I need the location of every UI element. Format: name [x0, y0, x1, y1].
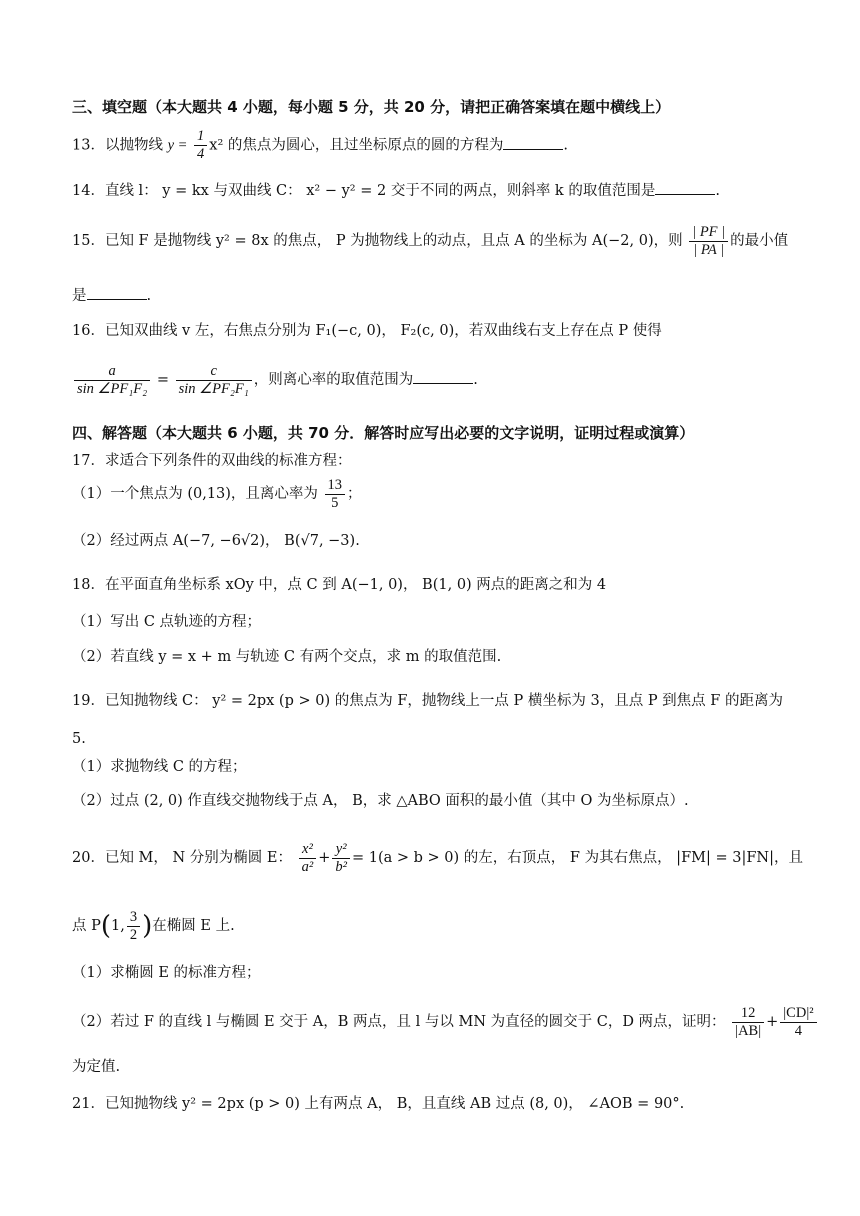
q16-answer-blank: [413, 369, 473, 384]
q16-end: .: [473, 372, 478, 388]
q13-frac-num: 1: [194, 128, 207, 146]
q14-number: 14．: [72, 183, 105, 199]
q13-eq: y =: [167, 137, 188, 154]
question-18: 18．在平面直角坐标系 xOy 中，点 C 到 A(−1, 0)， B(1, 0) 两点的距离之和为 4: [72, 577, 607, 593]
q16-f1-den: sin ∠PF₁F₂: [77, 380, 148, 397]
q15-text: 已知 F 是抛物线 y² = 8x 的焦点， P 为抛物线上的动点，且点 A 的坐标为 A(−2, 0)，则: [104, 233, 683, 249]
question-18-part-2: （2）若直线 y = x + m 与轨迹 C 有两个交点，求 m 的取值范围.: [72, 649, 502, 665]
q20-p2-f1-num: 12: [732, 1005, 764, 1023]
q16-fraction-2: [176, 363, 252, 398]
q17-fraction: [325, 477, 346, 512]
q15-line2: 是: [72, 288, 87, 304]
q15-answer-blank: [87, 285, 147, 300]
q16-f1-num: a: [74, 363, 150, 381]
q17-frac-num: 13: [325, 477, 346, 495]
q17-p1-end: ；: [347, 486, 362, 502]
q15-frac-num: | PF |: [689, 224, 728, 242]
section-4-heading: 四、解答题（本大题共 6 小题，共 70 分．解答时应写出必要的文字说明，证明过程或演算）: [72, 424, 695, 442]
q17-p1: （1）一个焦点为 (0,13)，且离心率为: [72, 486, 318, 502]
question-19-line2: 5.: [72, 731, 86, 747]
q20-pt-num: 3: [127, 909, 140, 927]
question-17-part-2: （2）经过两点 A(−7, −6√2)， B(√7, −3).: [72, 533, 360, 549]
question-19-part-1: （1）求抛物线 C 的方程；: [72, 759, 247, 775]
q20-fx-den: a²: [301, 858, 314, 875]
q16-f2-den: sin ∠PF₂F₁: [178, 380, 249, 397]
q20-p2: （2）若过 F 的直线 l 与椭圆 E 交于 A，B 两点，且 l 与以 MN 为直径的圆交于 C，D 两点，证明：: [72, 1014, 726, 1030]
question-15-line2: [72, 285, 800, 307]
question-13: [72, 128, 800, 163]
q20-p2-plus: +: [766, 1014, 779, 1030]
q13-pre: 以抛物线: [104, 137, 163, 154]
q16-number: 16．: [72, 323, 105, 339]
question-16-line2: [72, 358, 800, 402]
question-20-part-2: [72, 1000, 814, 1044]
q20-paren-left: (: [100, 911, 112, 941]
q14-end: .: [715, 183, 720, 199]
q13-frac-den: 4: [197, 146, 205, 162]
question-19: 19．已知抛物线 C： y² = 2px (p > 0) 的焦点为 F，抛物线上一点 P 横坐标为 3，且点 P 到焦点 F 的距离为: [72, 693, 783, 709]
q13-answer-blank: [503, 135, 563, 150]
q20-fy-den: b²: [335, 858, 347, 875]
q20-paren-right: ): [142, 911, 153, 941]
q20-p2-fraction-1: [732, 1005, 764, 1040]
question-15: [72, 222, 800, 260]
question-16: [72, 320, 800, 342]
q20-p2-fraction-2: [780, 1005, 816, 1040]
q20-fraction-y: [332, 841, 350, 876]
q14-answer-blank: [655, 180, 715, 195]
question-19-part-2: （2）过点 (2, 0) 作直线交抛物线于点 A， B，求 △ABO 面积的最小值（其中 O 为坐标原点）.: [72, 793, 689, 809]
q20-line2-post: 在椭圆 E 上.: [152, 918, 235, 934]
q20-pt-den: 2: [129, 926, 138, 943]
q20-point-a: 1,: [111, 918, 125, 934]
q20-p2-f2-num: |CD|²: [780, 1005, 816, 1023]
q20-line2-pre: 点 P: [72, 918, 101, 934]
q15-fraction: [689, 224, 728, 259]
section-3-heading: 三、填空题（本大题共 4 小题，每小题 5 分，共 20 分，请把正确答案填在题中横线上）: [72, 98, 671, 116]
question-18-part-1: （1）写出 C 点轨迹的方程；: [72, 614, 262, 630]
question-17: 17．求适合下列条件的双曲线的标准方程：: [72, 453, 352, 469]
q13-end: .: [563, 137, 568, 154]
q20-pre: 20．已知 M， N 分别为椭圆 E：: [72, 850, 293, 866]
question-14: [72, 180, 800, 202]
q20-eq: = 1(a > b > 0) 的左，右顶点， F 为其右焦点， |FM| = 3|FN|，且: [352, 850, 803, 866]
q20-fy-num: y²: [332, 841, 350, 859]
q20-plus: +: [318, 850, 331, 866]
q20-fraction-x: [299, 841, 317, 876]
q20-point-fraction: [127, 909, 140, 944]
question-20-last-line: 为定值.: [72, 1059, 121, 1075]
q15-end: .: [146, 288, 152, 304]
q13-eq2: x² 的焦点为圆心，且过坐标原点的圆的方程为: [209, 137, 504, 154]
q15-after: 的最小值: [730, 233, 789, 249]
question-20: [72, 836, 803, 880]
q20-p2-f2-den: 4: [794, 1022, 803, 1039]
q16-text: 已知双曲线 v 左，右焦点分别为 F₁(−c, 0)， F₂(c, 0)，若双曲线右支上存在点 P 使得: [104, 323, 662, 339]
q16-equals: =: [156, 372, 169, 388]
q13-fraction: [194, 128, 207, 163]
q17-frac-den: 5: [331, 494, 339, 511]
q15-number: 15．: [72, 233, 105, 249]
question-17-part-1: [72, 474, 800, 514]
q20-fx-num: x²: [299, 841, 317, 859]
q16-f2-num: c: [176, 363, 252, 381]
q20-p2-f1-den: |AB|: [735, 1022, 762, 1039]
question-20-line2: [72, 904, 800, 948]
q15-frac-den: | PA |: [693, 241, 725, 258]
q16-fraction-1: [74, 363, 150, 398]
question-21: 21．已知抛物线 y² = 2px (p > 0) 上有两点 A， B，且直线 AB 过点 (8, 0)， ∠AOB = 90°.: [72, 1096, 685, 1112]
question-20-part-1: （1）求椭圆 E 的标准方程；: [72, 965, 261, 981]
q14-text: 直线 l： y = kx 与双曲线 C： x² − y² = 2 交于不同的两点，则斜率 k 的取值范围是: [104, 183, 656, 199]
q13-number: 13．: [72, 137, 105, 154]
q16-after: ，则离心率的取值范围为: [253, 372, 414, 388]
